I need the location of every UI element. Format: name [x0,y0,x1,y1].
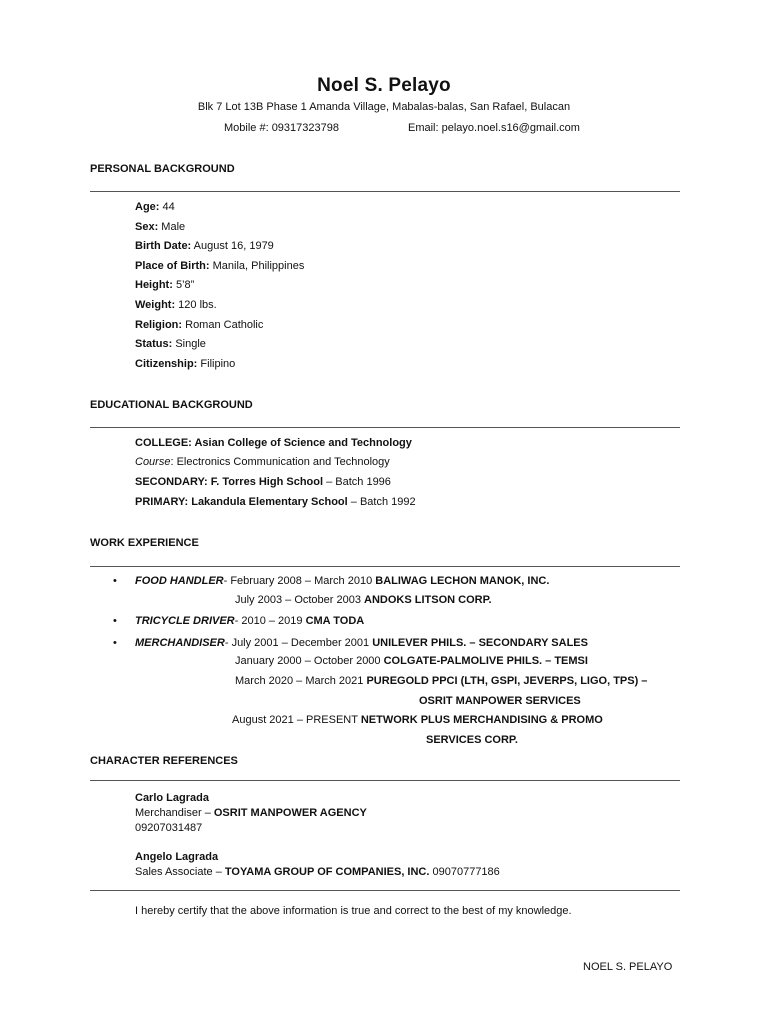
job-period: July 2003 – October 2003 [235,594,365,606]
educational-background-heading: EDUCATIONAL BACKGROUND [90,399,253,411]
item-label: Place of Birth: [135,260,210,272]
course-value: : Electronics Communication and Technology [170,456,390,468]
item-value: August 16, 1979 [191,240,274,252]
education-course [135,456,390,468]
job-period: March 2020 – March 2021 [235,675,367,687]
mobile-number: Mobile #: 09317323798 [224,122,339,134]
job-period: August 2021 – PRESENT [232,714,361,726]
item-value: Manila, Philippines [209,260,305,272]
item-label: Height: [135,279,173,291]
work-entry-food-handler [135,575,549,587]
applicant-name: Noel S. Pelayo [317,75,451,96]
work-experience-heading: WORK EXPERIENCE [90,537,199,549]
work-entry-merchandiser-2 [235,655,588,667]
work-entry-food-handler-2 [235,594,492,606]
job-company: ANDOKS LITSON CORP. [364,594,492,606]
job-company: PUREGOLD PPCI (LTH, GSPI, JEVERPS, LIGO, TPS) – [366,675,648,687]
section-divider [90,427,680,428]
work-entry-merchandiser [135,637,588,649]
reference-company: OSRIT MANPOWER AGENCY [213,807,367,819]
applicant-address: Blk 7 Lot 13B Phase 1 Amanda Village, Mabalas-balas, San Rafael, Bulacan [197,101,571,113]
personal-item-age [135,201,175,213]
reference-1-position [135,807,367,819]
section-divider [90,890,680,891]
primary-school: PRIMARY: Lakandula Elementary School [135,496,348,508]
job-period: - February 2008 – March 2010 [223,575,376,587]
job-role: MERCHANDISER [135,637,225,649]
education-primary [135,496,416,508]
item-label: Birth Date: [135,240,192,252]
job-company: COLGATE-PALMOLIVE PHILS. – TEMSI [383,655,588,667]
job-company: NETWORK PLUS MERCHANDISING & PROMO [360,714,603,726]
work-entry-merchandiser-3 [235,675,647,687]
job-role: FOOD HANDLER [135,575,224,587]
reference-2-name: Angelo Lagrada [135,851,219,863]
reference-role: Sales Associate – [135,866,225,878]
item-label: Weight: [135,299,176,311]
work-entry-merchandiser-3b: OSRIT MANPOWER SERVICES [419,695,581,707]
bullet-icon: • [113,615,117,627]
item-label: Citizenship: [135,358,198,370]
item-value: Single [172,338,206,350]
work-entry-merchandiser-4b: SERVICES CORP. [426,734,518,746]
item-label: Religion: [135,319,183,331]
item-value: Male [158,221,186,233]
personal-item-religion [135,319,263,331]
personal-item-sex [135,221,185,233]
secondary-school: SECONDARY: F. Torres High School [135,476,324,488]
item-value: Roman Catholic [182,319,264,331]
reference-company: TOYAMA GROUP OF COMPANIES, INC. [224,866,430,878]
job-company: BALIWAG LECHON MANOK, INC. [375,575,550,587]
job-company: CMA TODA [305,615,365,627]
primary-batch: – Batch 1992 [347,496,416,508]
item-value: 120 lbs. [175,299,217,311]
reference-2-position [135,866,500,878]
section-divider [90,566,680,567]
personal-item-citizenship [135,358,235,370]
item-label: Status: [135,338,173,350]
personal-item-status [135,338,206,350]
education-secondary [135,476,391,488]
item-label: Age: [135,201,160,213]
reference-role: Merchandiser – [135,807,214,819]
personal-item-height [135,279,194,291]
secondary-batch: – Batch 1996 [323,476,391,488]
personal-item-place-of-birth [135,260,304,272]
character-references-heading: CHARACTER REFERENCES [90,755,238,767]
signature-name: NOEL S. PELAYO [583,961,673,973]
personal-item-weight [135,299,217,311]
item-label: Sex: [135,221,159,233]
section-divider [90,191,680,192]
job-period: - 2010 – 2019 [234,615,306,627]
item-value: Filipino [197,358,236,370]
section-divider [90,780,680,781]
email-address: Email: pelayo.noel.s16@gmail.com [408,122,580,134]
reference-1-name: Carlo Lagrada [135,792,209,804]
education-college: COLLEGE: Asian College of Science and Technology [135,437,412,449]
item-value: 5’8” [172,279,195,291]
reference-phone: 09070777186 [429,866,500,878]
job-period: - July 2001 – December 2001 [224,637,373,649]
reference-1-phone: 09207031487 [135,822,203,834]
work-entry-merchandiser-4 [232,714,603,726]
job-period: January 2000 – October 2000 [235,655,384,667]
work-entry-tricycle-driver [135,615,364,627]
personal-background-heading: PERSONAL BACKGROUND [90,163,235,175]
job-company: UNILEVER PHILS. – SECONDARY SALES [372,637,588,649]
bullet-icon: • [113,575,117,587]
job-role: TRICYCLE DRIVER [135,615,235,627]
bullet-icon: • [113,637,117,649]
personal-item-birth-date [135,240,274,252]
item-value: 44 [159,201,175,213]
certification-statement: I hereby certify that the above information is true and correct to the best of my knowledge. [135,905,572,917]
course-label: Course [135,456,171,468]
